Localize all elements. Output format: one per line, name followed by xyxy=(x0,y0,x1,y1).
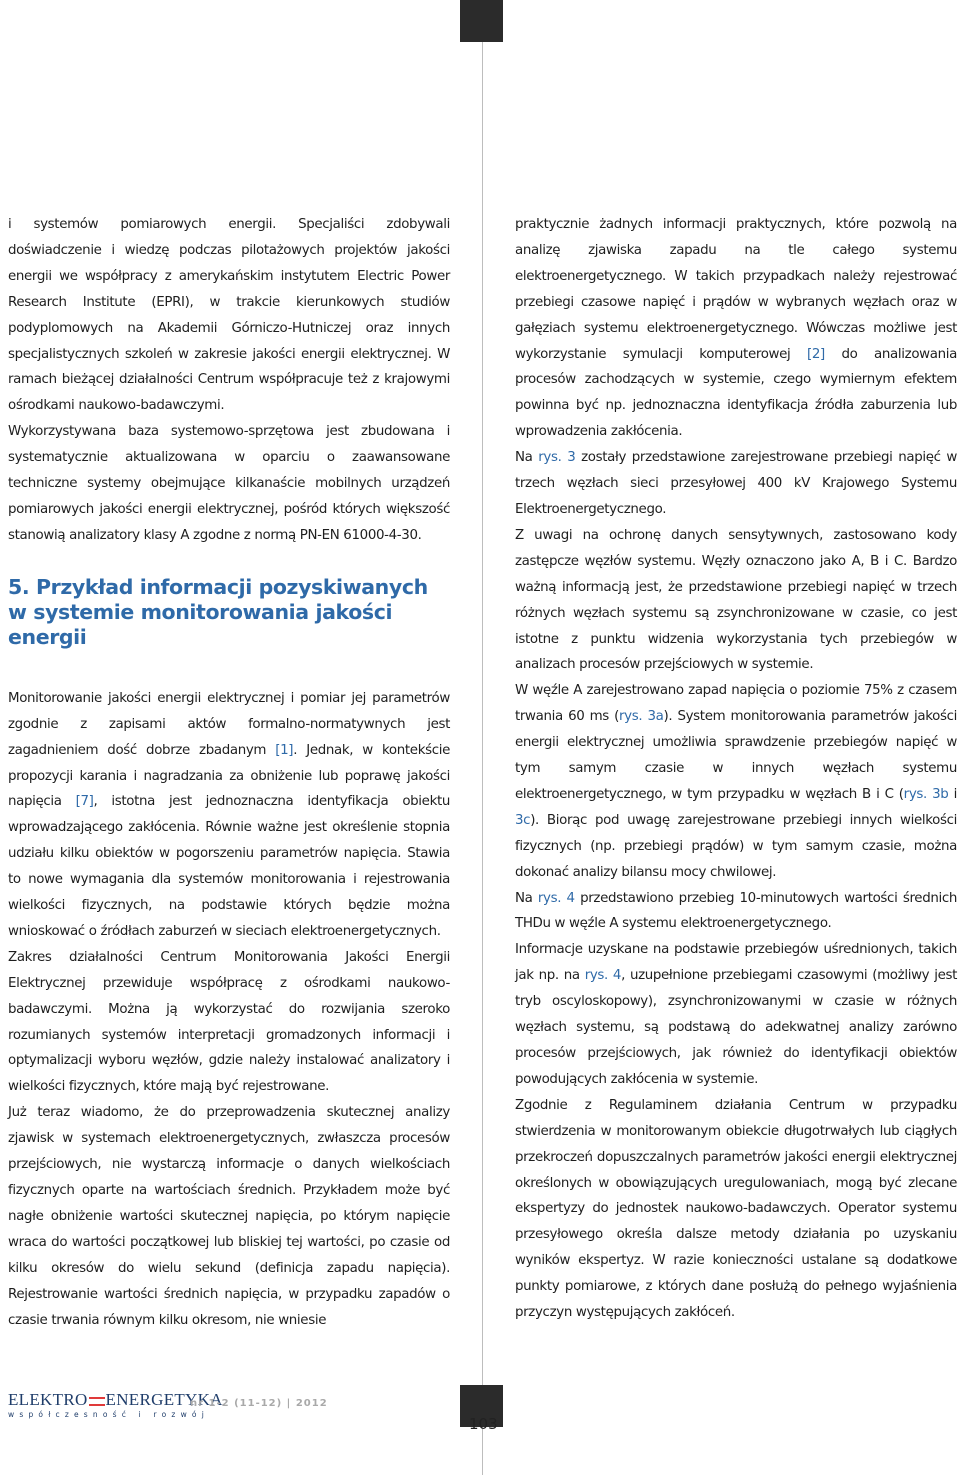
paragraph: Z uwagi na ochronę danych sensytywnych, zastosowano kody zastępcze węzłów systemu. Węzły oznaczono jako A, B i C. Bardzo ważną informacją jest, że przedstawione przebiegi napięć w trzech różnych węzłach systemu są zsynchronizowane w czasie, co jest istotne z punktu widzenia wykorzystania tych przebiegów w analizach procesów przejściowych w systemie. xyxy=(515,527,957,673)
citation-link: [2] xyxy=(806,346,825,362)
paragraph: Zakres działalności Centrum Monitorowania Jakości Energii Elektrycznej przewiduje współpracę z ośrodkami naukowo-badawczymi. Można ją wykorzystać do rozwijania szeroko rozumianych systemów interpretacji gromadzonych informacji i optymalizacji wyboru węzłów, gdzie należy instalować analizatory i wielkości fizycznych, które mają być rejestrowane. xyxy=(8,949,450,1095)
citation-link: [1] xyxy=(275,742,294,758)
page-number: 103 xyxy=(469,1415,498,1433)
magazine-logo: ELEKTRO ENERGETYKA xyxy=(8,1390,223,1409)
figure-reference: rys. 4 xyxy=(584,968,622,984)
paragraph: Wykorzystywana baza systemowo-sprzętowa jest zbudowana i systematycznie aktualizowana w oparciu o zaawansowane techniczne systemy obejmujące kilkanaście mobilnych urządzeń pomiarowych jakości energii elektrycznej, pośród których większość stanowią analizatory klasy A zgodne z normą PN-EN 61000-4-30. xyxy=(8,424,450,543)
figure-reference: rys. 3b xyxy=(903,786,949,802)
figure-reference: rys. 3a xyxy=(619,709,664,725)
right-column xyxy=(515,212,957,1326)
paragraph: Monitorowanie jakości energii elektrycznej i pomiar jej parametrów zgodnie z zapisami aktów formalno-normatywnych jest zagadnieniem dość dobrze zbadanym [1]. Jednak, w kontekście propozycji karania i nagradzania za obniżenie lub poprawę jakości napięcia [7], istotna jest jednoznaczna identyfikacja obiektu wprowadzającego zakłócenia. Równie ważne jest określenie stopnia udziału kilku obiektów w pogorszeniu parametrów napięcia. Stawia to nowe wymagania dla systemów monitorowania i rejestrowania wielkości fizycznych, na podstawie których będzie można wnioskować o źródłach zaburzeń w sieciach elektroenergetycznych. xyxy=(8,690,451,939)
paragraph: Już teraz wiadomo, że do przeprowadzenia skutecznej analizy zjawisk w systemach elektroenergetycznych, zwłaszcza procesów przejściowych, nie wystarczą informacje o danych wielkościach fizycznych oparte na wartościach średnich. Przykładem może być nagłe obniżenie wartości skutecznej napięcia, po którym napięcie wraca do wartości początkowej lub bliskiej tej wartości, po czasie od kilku okresów do wielu sekund (definicja zapadu napięcia). Rejestrowanie wartości średnich napięcia, w przypadku zapadów o czasie trwania równym kilku okresom, nie wniesie xyxy=(8,1105,450,1328)
paragraph: W węźle A zarejestrowano zapad napięcia o poziomie 75% z czasem trwania 60 ms (rys. 3a). System monitorowania parametrów jakości energii elektrycznej umożliwia sprawdzenie przebiegów napięć w tym samym czasie w innych węzłach systemu elektroenergetycznego, w tym przypadku w węzłach B i C (rys. 3b i 3c). Biorąc pod uwagę zarejestrowane przebiegi innych wielkości fizycznych (np. przebiegi prądów) w tym samym czasie, można dokonać analizy bilansu mocy chwilowej. xyxy=(515,683,957,880)
figure-reference: rys. 3 xyxy=(538,450,576,466)
left-column xyxy=(8,212,450,1333)
top-marker-block xyxy=(460,0,503,42)
citation-link: [7] xyxy=(75,794,94,810)
figure-reference: rys. 4 xyxy=(537,890,575,906)
figure-reference: 3c xyxy=(515,812,531,828)
paragraph: i systemów pomiarowych energii. Specjaliści zdobywali doświadczenie i wiedzę podczas pilotażowych projektów jakości energii we współpracy z amerykańskim instytutem Electric Power Research Institute (EPRI), w trakcie kierunkowych studiów podyplomowych na Akademii Górniczo-Hutniczej oraz innych specjalistycznych szkoleń w zakresie jakości energii elektrycznej. W ramach bieżącej działalności Centrum współpracuje też z krajowymi ośrodkami naukowo-badawczymi. xyxy=(8,217,450,414)
paragraph: Zgodnie z Regulaminem działania Centrum w przypadku stwierdzenia w monitorowanym obiekcie długotrwałych lub ciągłych przekroczeń dopuszczalnych parametrów jakości energii elektrycznej określonych w obowiązujących uregulowaniach, mogą być zlecane ekspertyzy do jednostek naukowo-badawczych. Operator systemu przesyłowego określa dalsze metody działania po uzyskaniu wyników ekspertyz. W razie konieczności ustalane są dodatkowe punkty pomiarowe, z których dane posłużą do pełnego wyjaśnienia przyczyn występujących zakłóceń. xyxy=(515,1097,957,1321)
logo-equals-mark xyxy=(89,1397,105,1406)
center-rule xyxy=(482,0,483,1475)
issue-label: nr 1-2 (11-12) | 2012 xyxy=(190,1398,328,1409)
paragraph: Informacje uzyskane na podstawie przebiegów uśrednionych, takich jak np. na rys. 4, uzupełnione przebiegami czasowymi (możliwy jest tryb oscyloskopowy), zsynchronizowanymi w czasie w różnych węzłach systemu, są podstawą do adekwatnej analizy zarówno procesów przejściowych, jak również do identyfikacji obiektów powodujących zakłócenia w systemie. xyxy=(515,942,957,1087)
section-heading: 5. Przykład informacji pozyskiwanych w systemie monitorowania jakości energii xyxy=(8,574,428,649)
paragraph: Na rys. 3 zostały przedstawione zarejestrowane przebiegi napięć w trzech węzłach sieci przesyłowej 400 kV Krajowego Systemu Elektroenergetycznego. xyxy=(515,450,957,517)
paragraph: Na rys. 4 przedstawiono przebieg 10-minutowych wartości średnich THDu w węźle A systemu elektroenergetycznego. xyxy=(515,890,957,932)
logo-tagline: współczesność i rozwój xyxy=(8,1410,209,1419)
paragraph: praktycznie żadnych informacji praktycznych, które pozwolą na analizę zjawiska zapadu na tle całego systemu elektroenergetycznego. W takich przypadkach należy rejestrować przebiegi czasowe napięć i prądów w wybranych węzłach oraz w gałęziach systemu elektroenergetycznego. Wówczas możliwe jest wykorzystanie symulacji komputerowej [2] do analizowania procesów zachodzących w systemie, czego wymiernym efektem powinna być np. jednoznaczna identyfikacja źródła zaburzenia lub wprowadzenia zakłócenia. xyxy=(515,217,957,440)
